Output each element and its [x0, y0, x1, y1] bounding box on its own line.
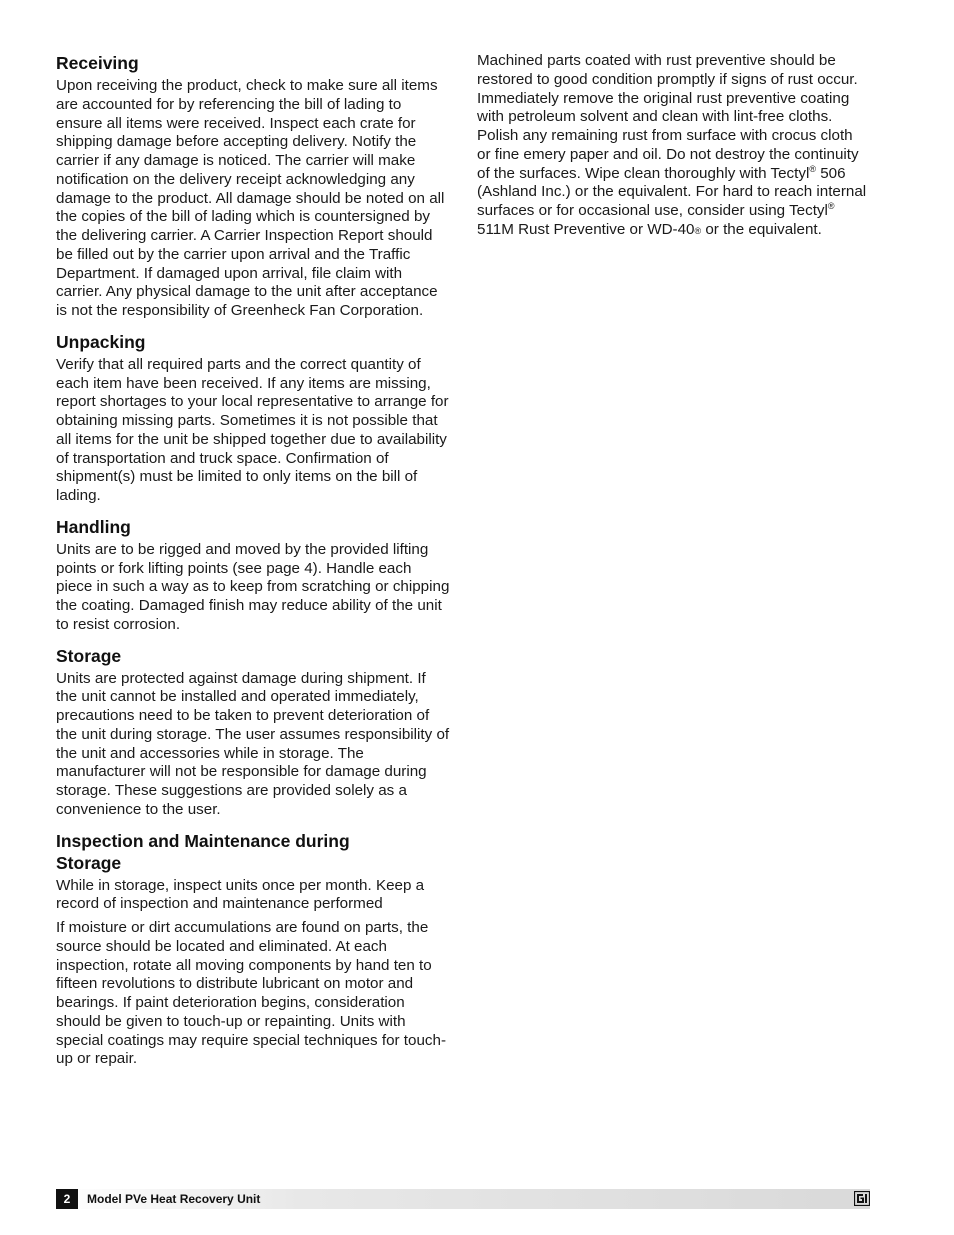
unpacking-section [56, 331, 450, 506]
rust-text-part1: Machined parts coated with rust preventive should be restored to good condition promptly if signs of rust occur. Immediately remove the original rust preventive coating with petroleum solvent and clean with lint-free cloths. Polish any remaining rust from surface with crocus cloth or fine emery paper and oil. Do not destroy the continuity of the surfaces. Wipe clean thoroughly with Tectyl [477, 52, 859, 182]
inspection-heading-line1: Inspection and Maintenance during [56, 830, 350, 851]
inspection-section [56, 830, 450, 1070]
page-number: 2 [56, 1189, 78, 1209]
rust-text-part4: or the equivalent. [701, 220, 822, 238]
registered-mark: ® [809, 163, 816, 174]
storage-section [56, 645, 450, 820]
storage-body: Units are protected against damage during shipment. If the unit cannot be installed and operated immediately, precautions need to be taken to prevent deterioration of the unit during storage. The user assumes responsibility of the unit and accessories while in storage. The manufacturer will not be responsible for damage during storage. These suggestions are provided solely as a convenience to the user. [56, 669, 450, 818]
handling-section [56, 516, 450, 635]
unpacking-heading: Unpacking [56, 331, 146, 352]
greenheck-logo-icon [854, 1191, 870, 1206]
rust-text-part3: 511M Rust Preventive or WD-40 [477, 220, 695, 238]
storage-heading: Storage [56, 645, 122, 666]
left-column [56, 52, 450, 1079]
handling-heading: Handling [56, 516, 131, 537]
unpacking-body: Verify that all required parts and the correct quantity of each item have been received. If any items are missing, report shortages to your local representative to arrange for obtaining missing parts. Sometimes it is not possible that all items for the unit be shipped together due to availability of transportation and truck space. Confirmation of shipment(s) must be limited to only items on the bill of lading. [56, 355, 449, 504]
receiving-body: Upon receiving the product, check to make sure all items are accounted for by referencing the bill of lading to ensure all items were received. Inspect each crate for shipping damage before accepting delivery. Notify the carrier if any damage is noticed. The carrier will make notification on the delivery receipt acknowledging any damage to the product. All damage should be noted on all the copies of the bill of lading which is countersigned by the delivering carrier. A Carrier Inspection Report should be filled out by the carrier upon arrival and the Traffic Department. If damaged upon arrival, file claim with carrier. Any physical damage to the unit after acceptance is not the responsibility of Greenheck Fan Corporation. [56, 77, 445, 319]
receiving-heading: Receiving [56, 53, 139, 73]
registered-mark: ® [827, 200, 835, 211]
footer-title: Model PVe Heat Recovery Unit [87, 1192, 261, 1206]
receiving-section [56, 52, 450, 321]
inspection-body-1: While in storage, inspect units once per month. Keep a record of inspection and maintenance performed [56, 876, 425, 913]
inspection-heading-line2: Storage [56, 852, 122, 873]
inspection-heading [56, 830, 450, 874]
right-column [477, 52, 869, 251]
rust-text-part2: 506 (Ashland Inc.) or the equivalent. For hard to reach internal surfaces or for occasional use, consider using Tectyl [477, 164, 867, 219]
inspection-body-2: If moisture or dirt accumulations are found on parts, the source should be located and eliminated. At each inspection, rotate all moving components by hand ten to fifteen revolutions to distribute lubricant on motor and bearings. If paint deterioration begins, consideration should be given to touch-up or repainting. Units with special coatings may require special techniques for touch-up or repair. [56, 919, 447, 1068]
registered-mark: ® [694, 225, 702, 236]
rust-preventive-paragraph [477, 52, 869, 241]
page-footer [56, 1189, 870, 1209]
handling-body: Units are to be rigged and moved by the provided lifting points or fork lifting points (see page 4). Handle each piece in such a way as to keep from scratching or chipping the coating. Damaged finish may reduce ability of the unit to resist corrosion. [56, 540, 450, 633]
